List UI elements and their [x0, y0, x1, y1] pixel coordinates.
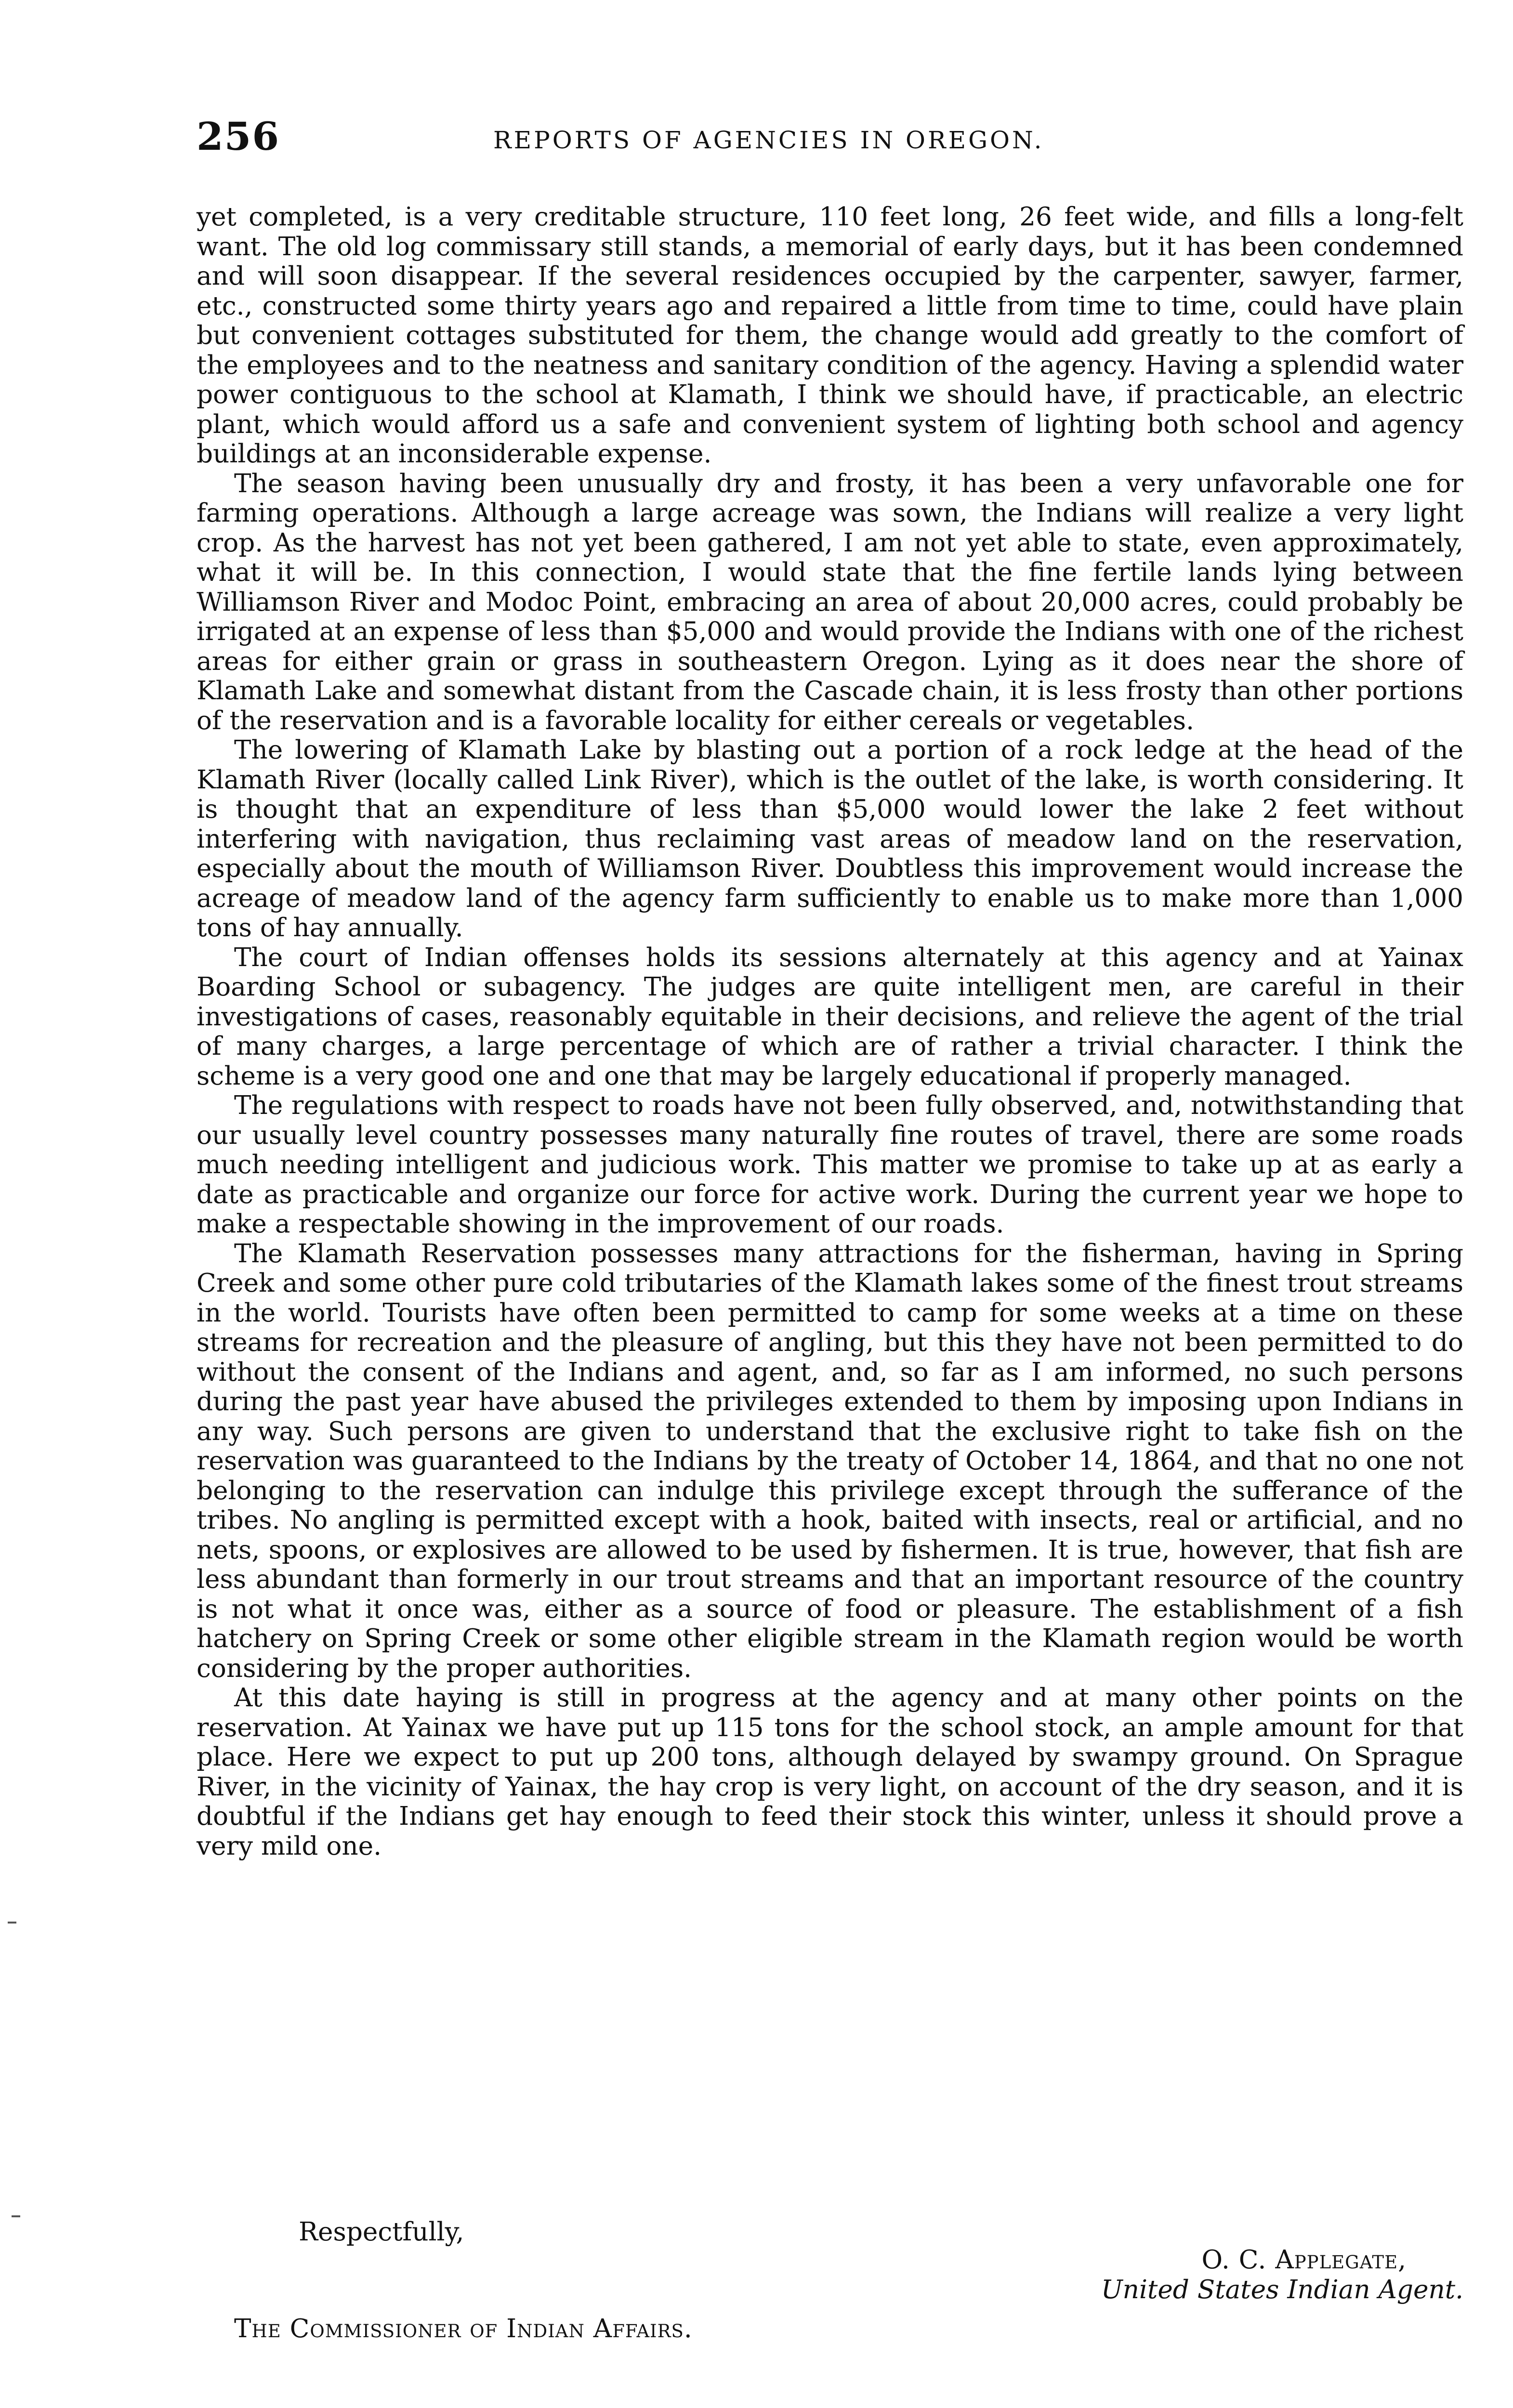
paragraph-farming: The season having been unusually dry and frosty, it has been a very unfavorable one for farming operations. Although a large acreage was sown, the Indians will realize a very light crop. As the harvest has not yet been gathered, I am not yet able to state, even approximately, what it will be. In this connection, I would state that the fine fertile lands lying between Williamson River and Modoc Point, embracing an area of about 20,000 acres, could probably be irrigated at an expense of less than $5,000 and would provide the Indians with one of the richest areas for either grain or grass in southeastern Oregon. Lying as it does near the shore of Klamath Lake and somewhat distant from the Cascade chain, it is less frosty than other portions of the reservation and is a favorable locality for either cereals or vegetables.	[197, 468, 1463, 735]
signature-block	[934, 2245, 1463, 2304]
paragraph-haying: At this date haying is still in progress at the agency and at many other points on the reservation. At Yainax we have put up 115 tons for the school stock, an ample amount for that place. Here we expect to put up 200 tons, although delayed by swampy ground. On Sprague River, in the vicinity of Yainax, the hay crop is very light, on account of the dry season, and it is doubtful if the Indians get hay enough to feed their stock this winter, unless it should prove a very mild one.	[197, 1683, 1463, 1861]
margin-mark	[8, 1922, 16, 1924]
closing-salutation: Respectfully,	[299, 2217, 464, 2247]
running-head: REPORTS OF AGENCIES IN OREGON.	[493, 126, 1044, 154]
paragraph-indian-court: The court of Indian offenses holds its sessions alternately at this agency and at Yainax Boarding School or subagency. The judges are quite intelligent men, are careful in their investigations of cases, reasonably equitable in their decisions, and relieve the agent of the trial of many charges, a large percentage of which are of rather a trivial character. I think the scheme is a very good one and one that may be largely educational if properly managed.	[197, 942, 1463, 1091]
margin-mark	[12, 2215, 20, 2217]
report-body	[197, 202, 1463, 1861]
addressee-line: The Commissioner of Indian Affairs.	[234, 2314, 693, 2343]
paragraph-buildings: yet completed, is a very creditable structure, 110 feet long, 26 feet wide, and fills a long-felt want. The old log commissary still stands, a memorial of early days, but it has been condemned and will soon disappear. If the several residences occupied by the carpenter, sawyer, farmer, etc., constructed some thirty years ago and repaired a little from time to time, could have plain but convenient cottages substituted for them, the change would add greatly to the comfort of the employees and to the neatness and sanitary condition of the agency. Having a splendid water power contiguous to the school at Klamath, I think we should have, if practicable, an electric plant, which would afford us a safe and convenient system of lighting both school and agency buildings at an inconsiderable expense.	[197, 202, 1463, 469]
paragraph-roads: The regulations with respect to roads have not been fully observed, and, notwithstanding that our usually level country possesses many naturally fine routes of travel, there are some roads much needing intelligent and judicious work. This matter we promise to take up at as early a date as practicable and organize our force for active work. During the current year we hope to make a respectable showing in the improvement of our roads.	[197, 1090, 1463, 1239]
page-header	[197, 114, 1463, 171]
signer-title: United States Indian Agent.	[1101, 2274, 1463, 2304]
paragraph-klamath-lake: The lowering of Klamath Lake by blasting out a portion of a rock ledge at the head of the Klamath River (locally called Link River), which is the outlet of the lake, is worth considering. It is thought that an expenditure of less than $5,000 would lower the lake 2 feet without interfering with navigation, thus reclaiming vast areas of meadow land on the reservation, especially about the mouth of Williamson River. Doubtless this improvement would increase the acreage of meadow land of the agency farm sufficiently to enable us to make more than 1,000 tons of hay annually.	[197, 735, 1463, 942]
paragraph-fishing: The Klamath Reservation possesses many attractions for the fisherman, having in Spring Creek and some other pure cold tributaries of the Klamath lakes some of the finest trout streams in the world. Tourists have often been permitted to camp for some weeks at a time on these streams for recreation and the pleasure of angling, but this they have not been permitted to do without the consent of the Indians and agent, and, so far as I am informed, no such persons during the past year have abused the privileges extended to them by imposing upon Indians in any way. Such persons are given to understand that the exclusive right to take fish on the reservation was guaranteed to the Indians by the treaty of October 14, 1864, and that no one not belonging to the reservation can indulge this privilege except through the sufferance of the tribes. No angling is permitted except with a hook, baited with insects, real or artificial, and no nets, spoons, or explosives are allowed to be used by fishermen. It is true, however, that fish are less abundant than formerly in our trout streams and that an important resource of the country is not what it once was, either as a source of food or pleasure. The establishment of a fish hatchery on Spring Creek or some other eligible stream in the Klamath region would be worth considering by the proper authorities.	[197, 1238, 1463, 1683]
page-number: 256	[197, 114, 280, 159]
signer-name: O. C. Applegate,	[1201, 2245, 1407, 2275]
